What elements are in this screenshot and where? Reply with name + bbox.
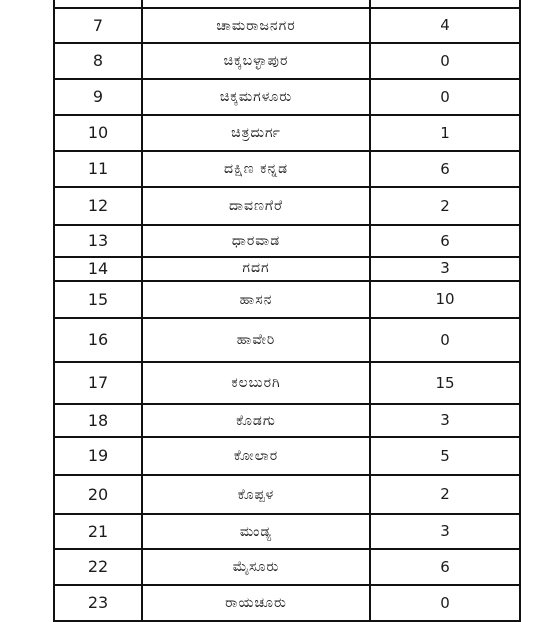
row-number-cell: 19 xyxy=(54,437,142,475)
district-name-cell: ದಾವಣಗೆರೆ xyxy=(142,187,370,225)
table-row xyxy=(54,318,520,362)
district-name-cell: ದಕ್ಷಿಣ ಕನ್ನಡ xyxy=(142,151,370,187)
count-cell: 3 xyxy=(370,404,520,437)
table-row xyxy=(54,585,520,621)
row-number-cell: 17 xyxy=(54,362,142,404)
count-cell: 1 xyxy=(370,115,520,151)
table-row xyxy=(54,79,520,115)
district-name-cell: ಕೊಡಗು xyxy=(142,404,370,437)
count-cell: 6 xyxy=(370,225,520,257)
row-number-cell: 14 xyxy=(54,257,142,281)
row-number-cell: 18 xyxy=(54,404,142,437)
table-row xyxy=(54,151,520,187)
district-name-cell: ಧಾರವಾಡ xyxy=(142,225,370,257)
row-number-cell: 13 xyxy=(54,225,142,257)
row-number-cell: 15 xyxy=(54,281,142,318)
table-row xyxy=(54,362,520,404)
district-name-cell: ರಾಯಚೂರು xyxy=(142,585,370,621)
count-cell: 0 xyxy=(370,43,520,79)
row-number-cell: 23 xyxy=(54,585,142,621)
table-row xyxy=(54,0,520,8)
row-number-cell xyxy=(54,0,142,8)
count-cell: 5 xyxy=(370,437,520,475)
district-name-cell: ಚಿತ್ರದುರ್ಗ xyxy=(142,115,370,151)
table-row xyxy=(54,187,520,225)
count-cell: 3 xyxy=(370,514,520,549)
table-row xyxy=(54,549,520,585)
count-cell: 15 xyxy=(370,362,520,404)
table-row xyxy=(54,8,520,43)
table-row xyxy=(54,115,520,151)
district-name-cell: ಚಿಕ್ಕಮಗಳೂರು xyxy=(142,79,370,115)
row-number-cell: 21 xyxy=(54,514,142,549)
row-number-cell: 22 xyxy=(54,549,142,585)
table-row xyxy=(54,225,520,257)
row-number-cell: 7 xyxy=(54,8,142,43)
row-number-cell: 20 xyxy=(54,475,142,514)
count-cell: 3 xyxy=(370,257,520,281)
table-row xyxy=(54,514,520,549)
count-cell xyxy=(370,0,520,8)
district-name-cell: ಗದಗ xyxy=(142,257,370,281)
district-name-cell: ಹಾಸನ xyxy=(142,281,370,318)
count-cell: 2 xyxy=(370,475,520,514)
row-number-cell: 9 xyxy=(54,79,142,115)
district-name-cell xyxy=(142,0,370,8)
district-name-cell: ಕಲಬುರಗಿ xyxy=(142,362,370,404)
district-name-cell: ಚಿಕ್ಕಬಳ್ಳಾಪುರ xyxy=(142,43,370,79)
table-row xyxy=(54,257,520,281)
district-name-cell: ಮಂಡ್ಯ xyxy=(142,514,370,549)
table-row xyxy=(54,437,520,475)
count-cell: 4 xyxy=(370,8,520,43)
district-name-cell: ಕೊಪ್ಪಳ xyxy=(142,475,370,514)
count-cell: 0 xyxy=(370,79,520,115)
district-name-cell: ಮೈಸೂರು xyxy=(142,549,370,585)
count-cell: 10 xyxy=(370,281,520,318)
district-name-cell: ಕೋಲಾರ xyxy=(142,437,370,475)
count-cell: 6 xyxy=(370,549,520,585)
count-cell: 2 xyxy=(370,187,520,225)
row-number-cell: 8 xyxy=(54,43,142,79)
count-cell: 6 xyxy=(370,151,520,187)
count-cell: 0 xyxy=(370,318,520,362)
row-number-cell: 11 xyxy=(54,151,142,187)
table-row xyxy=(54,404,520,437)
district-table-body xyxy=(54,0,520,621)
row-number-cell: 12 xyxy=(54,187,142,225)
district-table xyxy=(53,0,521,622)
district-name-cell: ಚಾಮರಾಜನಗರ xyxy=(142,8,370,43)
table-row xyxy=(54,475,520,514)
row-number-cell: 10 xyxy=(54,115,142,151)
count-cell: 0 xyxy=(370,585,520,621)
table-row xyxy=(54,281,520,318)
district-name-cell: ಹಾವೇರಿ xyxy=(142,318,370,362)
table-row xyxy=(54,43,520,79)
row-number-cell: 16 xyxy=(54,318,142,362)
